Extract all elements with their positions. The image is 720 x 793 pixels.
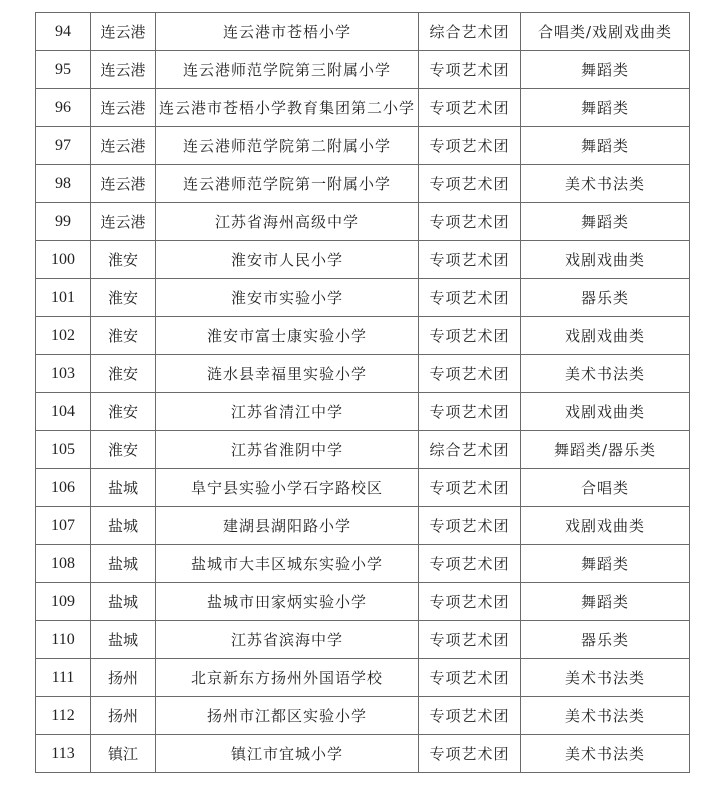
school-name-cell: 连云港师范学院第三附属小学 <box>156 51 419 89</box>
row-number: 111 <box>36 659 91 697</box>
row-number: 103 <box>36 355 91 393</box>
school-name-cell: 涟水县幸福里实验小学 <box>156 355 419 393</box>
troupe-type-cell: 专项艺术团 <box>419 545 521 583</box>
row-number: 112 <box>36 697 91 735</box>
row-number: 102 <box>36 317 91 355</box>
school-name-cell: 淮安市实验小学 <box>156 279 419 317</box>
row-number: 99 <box>36 203 91 241</box>
row-number: 104 <box>36 393 91 431</box>
school-name-cell: 江苏省滨海中学 <box>156 621 419 659</box>
school-name-cell: 江苏省清江中学 <box>156 393 419 431</box>
troupe-type-cell: 专项艺术团 <box>419 697 521 735</box>
row-number: 105 <box>36 431 91 469</box>
row-number: 96 <box>36 89 91 127</box>
city-cell: 淮安 <box>91 431 156 469</box>
troupe-type-cell: 专项艺术团 <box>419 241 521 279</box>
troupe-type-cell: 专项艺术团 <box>419 393 521 431</box>
table-row <box>36 355 690 393</box>
row-number: 100 <box>36 241 91 279</box>
city-cell: 盐城 <box>91 583 156 621</box>
table-row <box>36 583 690 621</box>
table-row <box>36 165 690 203</box>
row-number: 94 <box>36 13 91 51</box>
troupe-type-cell: 专项艺术团 <box>419 355 521 393</box>
troupe-type-cell: 专项艺术团 <box>419 659 521 697</box>
city-cell: 连云港 <box>91 89 156 127</box>
city-cell: 扬州 <box>91 659 156 697</box>
row-number: 101 <box>36 279 91 317</box>
school-name-cell: 江苏省海州高级中学 <box>156 203 419 241</box>
row-number: 95 <box>36 51 91 89</box>
troupe-type-cell: 专项艺术团 <box>419 89 521 127</box>
school-name-cell: 北京新东方扬州外国语学校 <box>156 659 419 697</box>
school-name-cell: 扬州市江都区实验小学 <box>156 697 419 735</box>
city-cell: 扬州 <box>91 697 156 735</box>
table-row <box>36 469 690 507</box>
table-row <box>36 545 690 583</box>
table-row <box>36 393 690 431</box>
row-number: 107 <box>36 507 91 545</box>
city-cell: 镇江 <box>91 735 156 773</box>
table-row <box>36 13 690 51</box>
school-name-cell: 连云港市苍梧小学 <box>156 13 419 51</box>
table-row <box>36 735 690 773</box>
city-cell: 盐城 <box>91 507 156 545</box>
city-cell: 连云港 <box>91 127 156 165</box>
school-name-cell: 淮安市富士康实验小学 <box>156 317 419 355</box>
table-row <box>36 89 690 127</box>
table-row <box>36 621 690 659</box>
troupe-type-cell: 专项艺术团 <box>419 165 521 203</box>
category-cell: 舞蹈类 <box>521 545 690 583</box>
category-cell: 舞蹈类 <box>521 51 690 89</box>
troupe-type-cell: 综合艺术团 <box>419 13 521 51</box>
category-cell: 戏剧戏曲类 <box>521 393 690 431</box>
troupe-type-cell: 专项艺术团 <box>419 507 521 545</box>
category-cell: 合唱类/戏剧戏曲类 <box>521 13 690 51</box>
table-body <box>36 13 690 773</box>
category-cell: 器乐类 <box>521 621 690 659</box>
category-cell: 舞蹈类 <box>521 203 690 241</box>
city-cell: 淮安 <box>91 393 156 431</box>
city-cell: 盐城 <box>91 469 156 507</box>
category-cell: 戏剧戏曲类 <box>521 241 690 279</box>
table-row <box>36 697 690 735</box>
table-row <box>36 317 690 355</box>
table-row <box>36 127 690 165</box>
category-cell: 美术书法类 <box>521 697 690 735</box>
category-cell: 美术书法类 <box>521 735 690 773</box>
table-row <box>36 659 690 697</box>
category-cell: 舞蹈类 <box>521 583 690 621</box>
row-number: 98 <box>36 165 91 203</box>
school-name-cell: 江苏省淮阴中学 <box>156 431 419 469</box>
city-cell: 连云港 <box>91 203 156 241</box>
category-cell: 合唱类 <box>521 469 690 507</box>
city-cell: 淮安 <box>91 241 156 279</box>
city-cell: 连云港 <box>91 165 156 203</box>
row-number: 97 <box>36 127 91 165</box>
city-cell: 盐城 <box>91 621 156 659</box>
row-number: 108 <box>36 545 91 583</box>
school-name-cell: 阜宁县实验小学石字路校区 <box>156 469 419 507</box>
school-name-cell: 盐城市田家炳实验小学 <box>156 583 419 621</box>
category-cell: 戏剧戏曲类 <box>521 507 690 545</box>
troupe-type-cell: 专项艺术团 <box>419 735 521 773</box>
category-cell: 舞蹈类/器乐类 <box>521 431 690 469</box>
city-cell: 连云港 <box>91 13 156 51</box>
troupe-type-cell: 专项艺术团 <box>419 469 521 507</box>
row-number: 110 <box>36 621 91 659</box>
row-number: 113 <box>36 735 91 773</box>
school-name-cell: 连云港市苍梧小学教育集团第二小学 <box>156 89 419 127</box>
category-cell: 戏剧戏曲类 <box>521 317 690 355</box>
table-row <box>36 203 690 241</box>
city-cell: 连云港 <box>91 51 156 89</box>
table-row <box>36 241 690 279</box>
city-cell: 淮安 <box>91 317 156 355</box>
school-name-cell: 建湖县湖阳路小学 <box>156 507 419 545</box>
category-cell: 舞蹈类 <box>521 89 690 127</box>
table-row <box>36 431 690 469</box>
city-cell: 淮安 <box>91 279 156 317</box>
troupe-type-cell: 专项艺术团 <box>419 127 521 165</box>
table-row <box>36 507 690 545</box>
school-name-cell: 连云港师范学院第二附属小学 <box>156 127 419 165</box>
category-cell: 器乐类 <box>521 279 690 317</box>
troupe-type-cell: 综合艺术团 <box>419 431 521 469</box>
troupe-type-cell: 专项艺术团 <box>419 583 521 621</box>
school-list-table <box>35 12 690 773</box>
row-number: 109 <box>36 583 91 621</box>
category-cell: 美术书法类 <box>521 165 690 203</box>
row-number: 106 <box>36 469 91 507</box>
troupe-type-cell: 专项艺术团 <box>419 279 521 317</box>
troupe-type-cell: 专项艺术团 <box>419 621 521 659</box>
city-cell: 淮安 <box>91 355 156 393</box>
table-row <box>36 279 690 317</box>
school-name-cell: 连云港师范学院第一附属小学 <box>156 165 419 203</box>
school-name-cell: 盐城市大丰区城东实验小学 <box>156 545 419 583</box>
city-cell: 盐城 <box>91 545 156 583</box>
category-cell: 美术书法类 <box>521 355 690 393</box>
troupe-type-cell: 专项艺术团 <box>419 317 521 355</box>
troupe-type-cell: 专项艺术团 <box>419 203 521 241</box>
category-cell: 舞蹈类 <box>521 127 690 165</box>
school-name-cell: 镇江市宜城小学 <box>156 735 419 773</box>
table-row <box>36 51 690 89</box>
school-name-cell: 淮安市人民小学 <box>156 241 419 279</box>
category-cell: 美术书法类 <box>521 659 690 697</box>
troupe-type-cell: 专项艺术团 <box>419 51 521 89</box>
